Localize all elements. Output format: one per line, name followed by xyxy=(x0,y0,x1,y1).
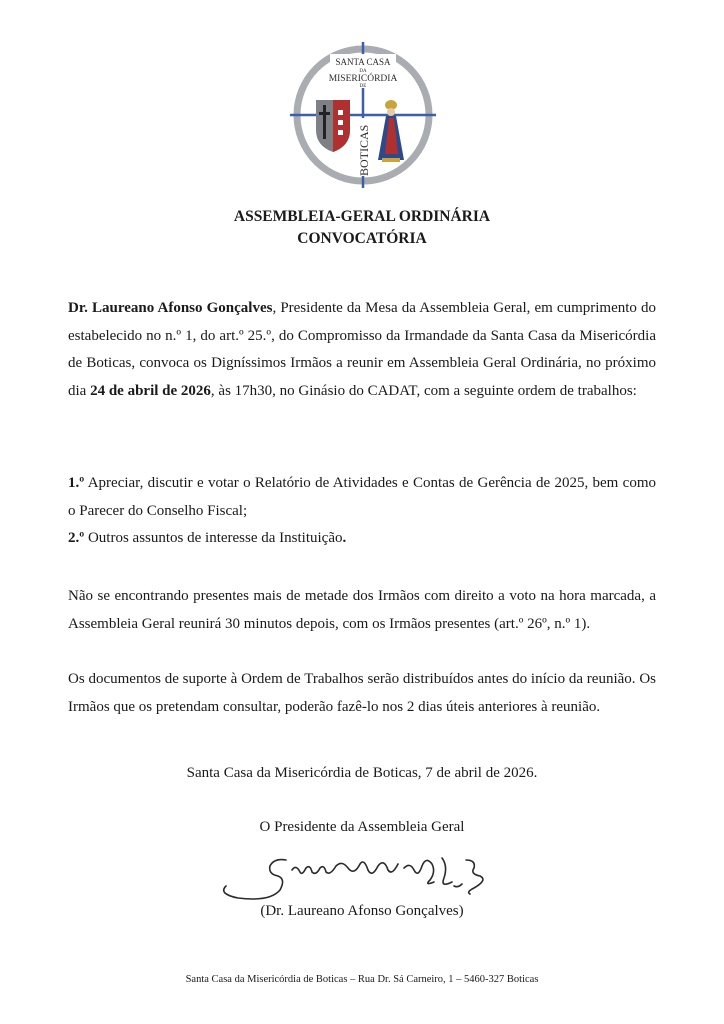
logo-text-misericordia: MISERICÓRDIA xyxy=(328,74,398,84)
intro-paragraph xyxy=(68,295,656,405)
logo-text-santa-casa: SANTA CASA xyxy=(335,57,391,67)
agenda-list xyxy=(68,470,656,553)
document-subtitle: CONVOCATÓRIA xyxy=(297,230,427,247)
agenda-item-2-number: 2.º xyxy=(68,530,85,546)
documents-paragraph: Os documentos de suporte à Ordem de Trabalhos serão distribuídos antes do início da reunião. Os Irmãos que os pretendam consultar, poderão fazê-lo nos 2 dias úteis anteriores à reunião. xyxy=(68,671,656,715)
handwritten-signature-icon xyxy=(208,846,518,906)
agenda-item-1-text: Apreciar, discutir e votar o Relatório de Atividades e Contas de Gerência de 2025, bem como o Parecer do Conselho Fiscal; xyxy=(68,475,656,519)
intro-text-a: , Presidente da Mesa da Assembleia Geral, em cumprimento do estabelecido no n.º 1, do art.º 25.º, do Compromisso da Irmandade da Santa Casa da Misericórdia de Boticas, convoca os Digníssimos Irmãos a reunir em Assembleia Geral Ordinária, no próximo dia xyxy=(68,300,657,399)
logo-text-boticas: BOTICAS xyxy=(357,124,371,176)
footer-address: Santa Casa da Misericórdia de Boticas – Rua Dr. Sá Carneiro, 1 – 5460-327 Boticas xyxy=(185,974,539,985)
agenda-item-1-number: 1.º xyxy=(68,475,85,491)
agenda-item-2-end: . xyxy=(342,530,347,546)
intro-text-b: , às 17h30, no Ginásio do CADAT, com a seguinte ordem de trabalhos: xyxy=(210,382,637,399)
quorum-paragraph: Não se encontrando presentes mais de metade dos Irmãos com direito a voto na hora marcada, a Assembleia Geral reunirá 30 minutos depois, com os Irmãos presentes (art.º 26º, n.º 1). xyxy=(68,588,656,632)
agenda-item-2-text: Outros assuntos de interesse da Instituição xyxy=(84,530,343,546)
virgin-figure-icon xyxy=(378,100,404,162)
santa-casa-logo-icon xyxy=(290,42,436,188)
logo-text-da: DA xyxy=(359,69,367,74)
place-date: Santa Casa da Misericórdia de Boticas, 7 de abril de 2026. xyxy=(186,765,538,781)
president-name: Dr. Laureano Afonso Gonçalves xyxy=(68,300,273,316)
meeting-date: 24 de abril de 2026 xyxy=(90,382,211,399)
signatory-role: O Presidente da Assembleia Geral xyxy=(259,819,465,835)
logo-text-de: DE xyxy=(359,84,367,89)
document-title: ASSEMBLEIA-GERAL ORDINÁRIA xyxy=(233,208,491,225)
shield-icon xyxy=(316,100,350,152)
signatory-name: (Dr. Laureano Afonso Gonçalves) xyxy=(260,903,464,919)
